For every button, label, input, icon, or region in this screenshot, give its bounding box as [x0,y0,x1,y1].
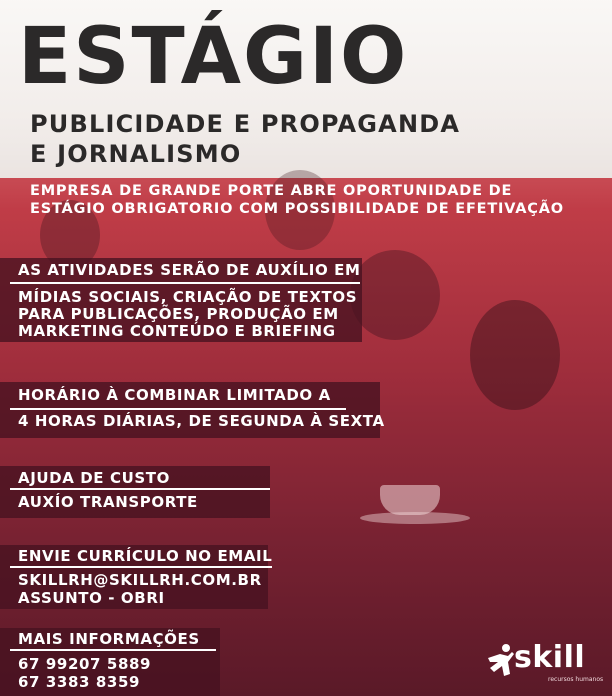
allowance-value: AUXÍO TRANSPORTE [18,493,198,511]
phone-2[interactable]: 67 3383 8359 [18,673,141,691]
info-divider [10,649,216,651]
info-heading: MAIS INFORMAÇÕES [18,630,200,648]
phone-1[interactable]: 67 99207 5889 [18,655,152,673]
allowance-divider [10,488,270,490]
schedule-line1: HORÁRIO À COMBINAR LIMITADO A [18,386,331,404]
poster-subtitle-line1: PUBLICIDADE E PROPAGANDA [30,110,461,138]
activities-line3: MARKETING CONTEÚDO E BRIEFING [18,322,336,340]
logo-wordmark: skill [514,640,586,675]
activities-line1: MÍDIAS SOCIAIS, CRIAÇÃO DE TEXTOS [18,288,358,306]
email-divider [10,566,272,568]
intro-line2: ESTÁGIO OBRIGATORIO COM POSSIBILIDADE DE EFETIVAÇÃO [30,201,564,217]
person-figure-icon [486,642,516,678]
activities-line2: PARA PUBLICAÇÕES, PRODUÇÃO EM [18,305,339,323]
skill-logo [486,640,604,684]
email-subject: ASSUNTO - OBRI [18,589,165,607]
email-address[interactable]: SKILLRH@SKILLRH.COM.BR [18,571,262,589]
intro-line1: EMPRESA DE GRANDE PORTE ABRE OPORTUNIDADE DE [30,183,513,199]
schedule-divider [10,408,346,410]
poster-subtitle-line2: E JORNALISMO [30,140,242,168]
logo-tagline: recursos humanos [548,676,604,683]
activities-heading: AS ATIVIDADES SERÃO DE AUXÍLIO EM [18,261,361,279]
poster-title: ESTÁGIO [18,12,409,102]
activities-divider [10,282,360,284]
schedule-line2: 4 HORAS DIÁRIAS, DE SEGUNDA À SEXTA [18,412,385,430]
email-heading: ENVIE CURRÍCULO NO EMAIL [18,547,273,565]
allowance-heading: AJUDA DE CUSTO [18,469,170,487]
